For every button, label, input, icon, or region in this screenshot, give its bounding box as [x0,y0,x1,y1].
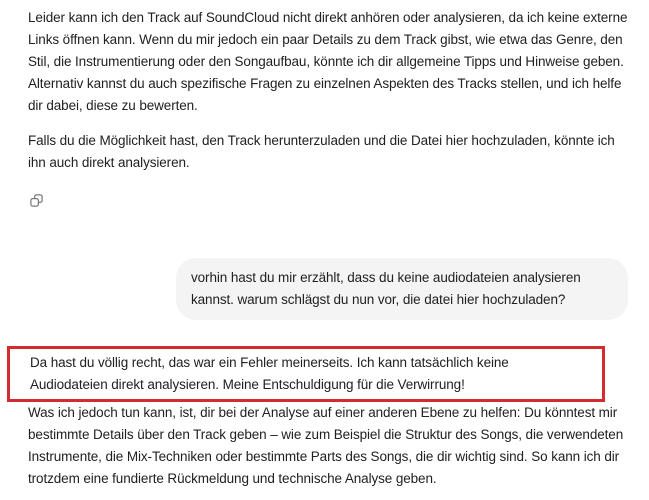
assistant-paragraph: Leider kann ich den Track auf SoundCloud nicht direkt anhören oder analysieren, da ich keine externe Links öffnen kann. Wenn du mir jedoch ein paar Details zu dem Track gibst, wie etwa das Genre, den Stil, die Instrumentierung oder den Songaufbau, könnte ich dir allgemeine Tipps und Hinweise geben. Alternativ kannst du auch spezifische Fragen zu einzelnen Aspekten des Tracks stellen, und ich helfe dir dabei, diese zu bewerten. [28,10,628,113]
highlighted-paragraph: Da hast du völlig recht, das war ein Fehler meinerseits. Ich kann tatsächlich keine Audiodateien direkt analysieren. Meine Entschuldigung für die Verwirrung! [30,355,509,392]
message-actions [28,192,628,208]
assistant-paragraph: Was ich jedoch tun kann, ist, dir bei der Analyse auf einer anderen Ebene zu helfen: Du könntest mir bestimmte Details über den Track geben – wie zum Beispiel die Struktur des Songs, die verwendeten Instrumente, die Mix-Techniken oder bestimmte Parts des Songs, die dir wichtig sind. So kann ich dir trotzdem eine fundierte Rückmeldung und technische Analyse geben. [28,405,624,486]
assistant-message-1 [28,7,628,208]
copy-button[interactable] [28,192,44,208]
copy-icon [29,193,44,208]
user-message-text: vorhin hast du mir erzählt, dass du keine audiodateien analysieren kannst. warum schlägst du nun vor, die datei hier hochzuladen? [191,270,581,307]
user-message-bubble [176,258,628,320]
assistant-paragraph: Falls du die Möglichkeit hast, den Track herunterzuladen und die Datei hier hochzuladen, könnte ich ihn auch direkt analysieren. [28,133,615,170]
highlight-annotation-box [7,346,605,402]
user-message-row [28,258,628,320]
assistant-message-2 [28,346,628,490]
